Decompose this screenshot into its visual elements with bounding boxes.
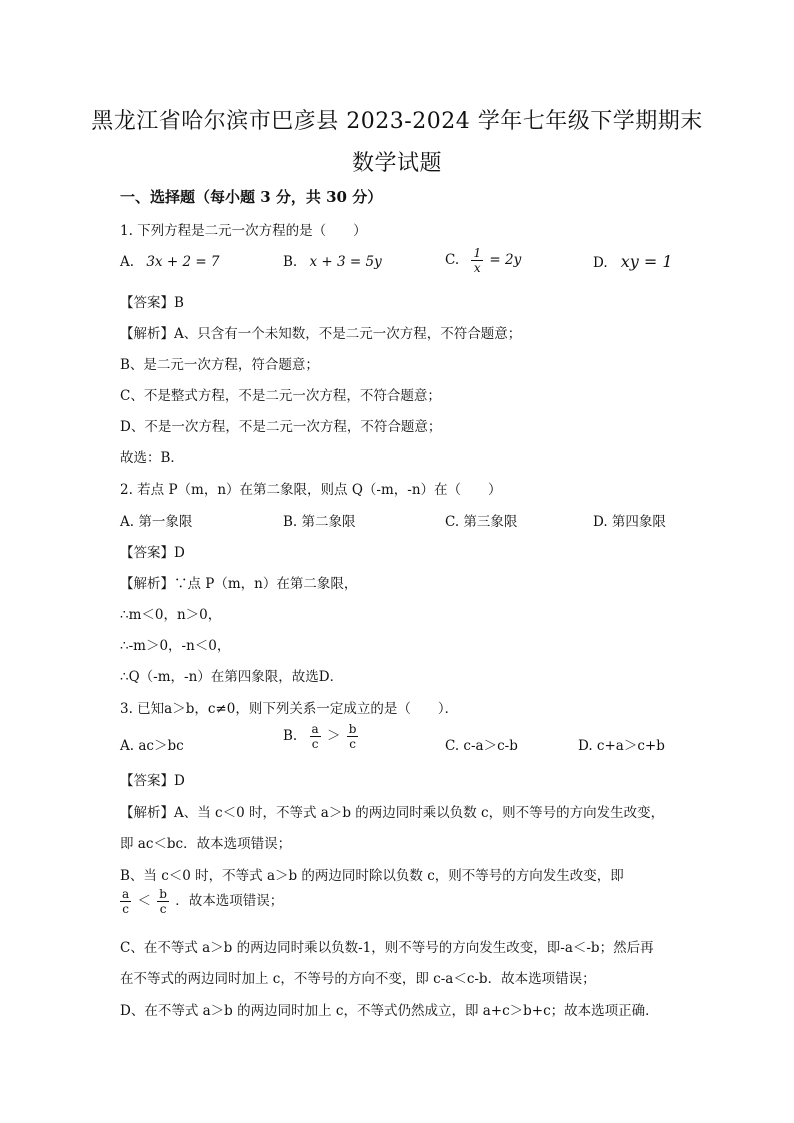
q2-analysis-line: ∴m＜0，n＞0， bbox=[120, 607, 222, 623]
q3-option-b-operator: ＞ bbox=[326, 728, 341, 744]
q2-stem: 2. 若点 P（m，n）在第二象限，则点 Q（-m，-n）在（ ） bbox=[120, 482, 502, 498]
q3-analysis-operator: ＜ bbox=[137, 893, 151, 909]
q2-option-b: B. 第二象限 bbox=[283, 514, 356, 530]
q3-analysis-line: 在不等式的两边同时加上 c，不等号的方向不变，即 c-a＜c-b．故本选项错误； bbox=[120, 971, 596, 987]
q3-analysis-line: 即 ac＜bc．故本选项错误； bbox=[120, 836, 292, 852]
q3-analysis-denominator-right: c bbox=[159, 902, 167, 916]
q3-option-d: D. c+a＞c+b bbox=[578, 738, 665, 754]
q3-option-b-fraction-right bbox=[347, 722, 359, 751]
q3-analysis-line: D、在不等式 a＞b 的两边同时加上 c，不等式仍然成立，即 a+c＞b+c；故本选项正确． bbox=[120, 1003, 659, 1019]
q1-option-b-label: B. bbox=[283, 254, 298, 270]
q2-analysis-line: ∴Q（-m，-n）在第四象限，故选D． bbox=[120, 669, 344, 685]
page-title-line2: 数学试题 bbox=[351, 151, 442, 176]
q3-analysis-denominator-left: c bbox=[122, 902, 129, 916]
q2-option-a: A. 第一象限 bbox=[120, 514, 193, 530]
q2-answer: 【答案】D bbox=[120, 545, 185, 561]
q1-option-d-expr: xy = 1 bbox=[620, 252, 673, 271]
q1-stem: 1. 下列方程是二元一次方程的是（ ） bbox=[120, 223, 367, 239]
q2-analysis-line: 【解析】∵点 P（m，n）在第二象限， bbox=[120, 576, 358, 592]
q3-analysis-fraction-left bbox=[120, 887, 131, 916]
q1-option-a-label: A. bbox=[120, 254, 135, 270]
q3-option-c: C. c-a＞c-b bbox=[445, 738, 518, 754]
q3-option-b-denominator-right: c bbox=[349, 737, 356, 751]
q1-option-d-label: D. bbox=[593, 255, 608, 271]
q1-option-b bbox=[283, 254, 382, 270]
q1-option-c-numerator: 1 bbox=[473, 246, 482, 260]
q3-stem: 3. 已知a＞b，c≠0，则下列关系一定成立的是（ ）． bbox=[120, 701, 459, 717]
q3-analysis-line: C、在不等式 a＞b 的两边同时乘以负数-1，则不等号的方向发生改变，即-a＜-b；然后再 bbox=[120, 940, 654, 956]
q1-answer: 【答案】B bbox=[120, 295, 184, 311]
q3-answer: 【答案】D bbox=[120, 773, 185, 789]
q1-option-c-rest: = 2y bbox=[489, 252, 522, 268]
q1-analysis-line: D、不是一次方程，不是二元一次方程，不符合题意； bbox=[120, 419, 442, 435]
q3-analysis-fraction-right bbox=[157, 887, 169, 916]
q3-option-b-fraction-left bbox=[310, 722, 321, 751]
section-heading-choice: 一、选择题（每小题 3 分，共 30 分） bbox=[120, 188, 383, 206]
q2-option-d: D. 第四象限 bbox=[593, 514, 666, 530]
q3-option-b-label: B. bbox=[283, 728, 298, 744]
q3-analysis-line: 【解析】A、当 c＜0 时，不等式 a＞b 的两边同时乘以负数 c，则不等号的方向发生改变， bbox=[120, 805, 665, 821]
q3-option-b-denominator-left: c bbox=[311, 737, 319, 751]
q3-analysis-numerator-right: b bbox=[159, 887, 167, 901]
q1-option-c-label: C. bbox=[445, 252, 460, 268]
q1-option-b-expr: x + 3 = 5y bbox=[309, 254, 382, 270]
q3-option-b-numerator-left: a bbox=[311, 722, 319, 736]
q1-analysis-line: C、不是整式方程，不是二元一次方程，不符合题意； bbox=[120, 388, 441, 404]
q1-option-d bbox=[593, 252, 673, 271]
q3-option-b-numerator-right: b bbox=[348, 722, 357, 736]
q1-option-c-denominator: x bbox=[473, 261, 481, 275]
q1-option-c-fraction bbox=[471, 246, 483, 275]
q3-analysis-numerator-left: a bbox=[122, 887, 130, 901]
q3-option-a: A. ac＞bc bbox=[120, 738, 184, 754]
q1-option-a bbox=[120, 254, 220, 270]
q3-option-b bbox=[283, 722, 360, 751]
q1-analysis-line: B、是二元一次方程，符合题意； bbox=[120, 357, 319, 373]
q3-analysis-line: B、当 c＜0 时，不等式 a＞b 的两边同时除以负数 c，则不等号的方向发生改变，即 bbox=[120, 868, 624, 884]
q1-option-a-expr: 3x + 2 = 7 bbox=[146, 254, 220, 270]
q3-analysis-fraction-line bbox=[120, 887, 283, 916]
q1-analysis-line: 【解析】A、只含有一个未知数，不是二元一次方程，不符合题意； bbox=[120, 326, 522, 342]
q1-analysis-line: 故选：B． bbox=[120, 450, 184, 466]
q3-analysis-rest: ．故本选项错误； bbox=[175, 893, 284, 909]
page-title-line1: 黑龙江省哈尔滨市巴彦县 2023-2024 学年七年级下学期期末 bbox=[91, 109, 703, 134]
q2-option-c: C. 第三象限 bbox=[445, 514, 518, 530]
q2-analysis-line: ∴-m＞0，-n＜0， bbox=[120, 638, 231, 654]
q1-option-c bbox=[445, 246, 521, 275]
